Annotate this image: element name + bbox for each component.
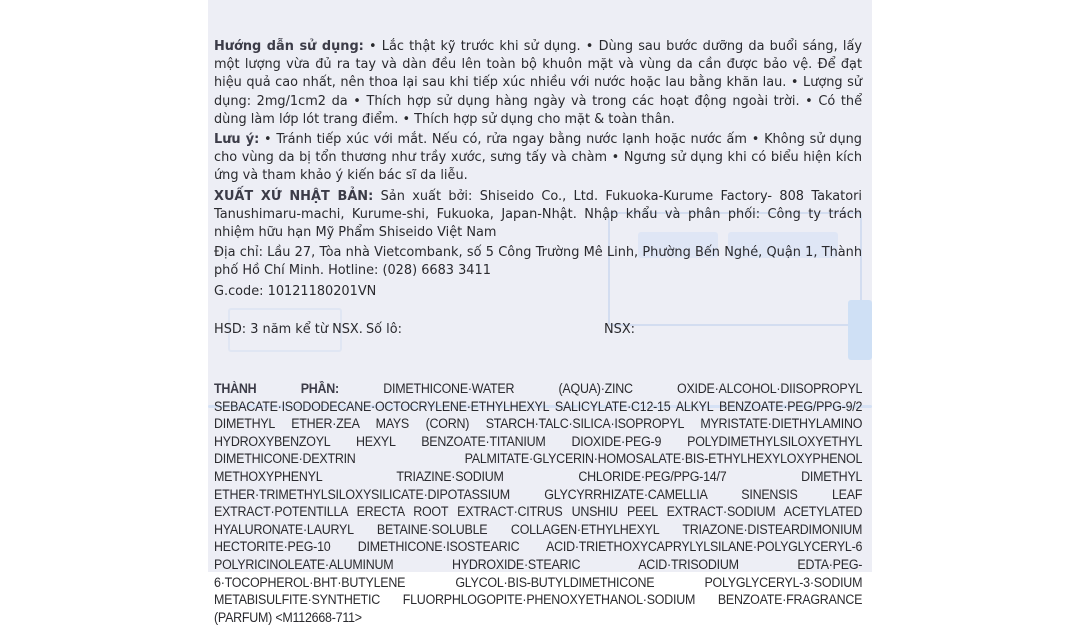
usage-section bbox=[214, 38, 862, 129]
caution-title: Lưu ý: bbox=[214, 132, 260, 148]
product-label bbox=[208, 0, 872, 625]
usage-title: Hướng dẫn sử dụng: bbox=[214, 39, 364, 54]
dates-row bbox=[214, 321, 862, 339]
origin-section bbox=[214, 188, 862, 243]
expiry-text: HSD: 3 năm kể từ NSX. bbox=[214, 321, 363, 337]
origin-title: XUẤT XỨ NHẬT BẢN: bbox=[214, 188, 374, 204]
g-code: G.code: 10121180201VN bbox=[214, 283, 377, 299]
ingredients-title: THÀNH PHẦN: bbox=[214, 381, 339, 396]
label-text bbox=[214, 38, 862, 339]
ingredients-body: DIMETHICONE·WATER (AQUA)·ZINC OXIDE·ALCOHOL·DIISOPROPYL SEBACATE·ISODODECANE·OCTOCRYLENE·ETHYLHEXYL SALICYLATE·C12-15 ALKYL BENZOATE·PEG/PPG-9/2 DIMETHYL ETHER·ZEA MAYS (CORN) STARCH·TALC·SILICA·ISOPROPYL MYRISTATE·DIETHYLAMINO HYDROXYBENZOYL HEXYL BENZOATE·TITANIUM DIOXIDE·PEG-9 POLYDIMETHYLSILOXYETHYL DIMETHICONE·DEXTRIN PALMITATE·GLYCERIN·HOMOSALATE·BIS-ETHYLHEXYLOXYPHENOL METHOXYPHENYL TRIAZINE·SODIUM CHLORIDE·PEG/PPG-14/7 DIMETHYL ETHER·TRIMETHYLSILOXYSILICATE·DIPOTASSIUM GLYCYRRHIZATE·CAMELLIA SINENSIS LEAF EXTRACT·POTENTILLA ERECTA ROOT EXTRACT·CITRUS UNSHIU PEEL EXTRACT·SODIUM ACETYLATED HYALURONATE·LAURYL BETAINE·SOLUBLE COLLAGEN·ETHYLHEXYL TRIAZONE·DISTEARDIMONIUM HECTORITE·PEG-10 DIMETHICONE·ISOSTEARIC ACID·TRIETHOXYCAPRYLYLSILANE·POLYGLYCERYL-6 POLYRICINOLEATE·ALUMINUM HYDROXIDE·STEARIC ACID·TRISODIUM EDTA·PEG-6·TOCOPHEROL·BHT·BUTYLENE GLYCOL·BIS-BUTYLDIMETHICONE POLYGLYCERYL-3·SODIUM METABISULFITE·SYNTHETIC FLUORPHLOGOPITE·PHENOXYETHANOL·SODIUM BENZOATE·FRAGRANCE (PARFUM) <M112668-711> bbox=[214, 381, 863, 625]
address: Địa chỉ: Lầu 27, Tòa nhà Vietcombank, số 5 Công Trường Mê Linh, Phường Bến Nghé, Quận 1, Thành phố Hồ Chí Minh. Hotline: (028) 6683 3411 bbox=[214, 245, 862, 279]
lot-number-label: Số lô: bbox=[366, 321, 402, 337]
origin-body: Sản xuất bởi: Shiseido Co., Ltd. Fukuoka-Kurume Factory- 808 Takatori Tanushimaru-machi, Kurume-shi, Fukuoka, Japan-Nhật. Nhập khẩu và phân phối: Công ty trách nhiệm hữu hạn Mỹ Phẩm Shiseido Việt Nam bbox=[214, 188, 862, 241]
manufacture-date-label: NSX: bbox=[604, 321, 635, 337]
caution-section bbox=[214, 131, 862, 186]
usage-body: • Lắc thật kỹ trước khi sử dụng. • Dùng sau bước dưỡng da buổi sáng, lấy một lượng vừa đủ ra tay và dàn đều lên toàn bộ khuôn mặt và vùng da cần được bảo vệ. Để đạt hiệu quả cao nhất, nên thoa lại sau khi tiếp xúc nhiều với nước hoặc lau bằng khăn lau. • Lượng sử dụng: 2mg/1cm2 da • Thích hợp sử dụng hàng ngày và trong các hoạt động ngoài trời. • Có thể dùng làm lớp lót trang điểm. • Thích hợp sử dụng cho mặt & toàn thân. bbox=[214, 39, 862, 127]
caution-body: • Tránh tiếp xúc với mắt. Nếu có, rửa ngay bằng nước lạnh hoặc nước ấm • Không sử dụng cho vùng da bị tổn thương như trầy xước, sưng tấy và chàm • Ngưng sử dụng khi có biểu hiện kích ứng và tham khảo ý kiến bác sĩ da liễu. bbox=[214, 132, 862, 184]
ingredients-section bbox=[214, 380, 862, 626]
